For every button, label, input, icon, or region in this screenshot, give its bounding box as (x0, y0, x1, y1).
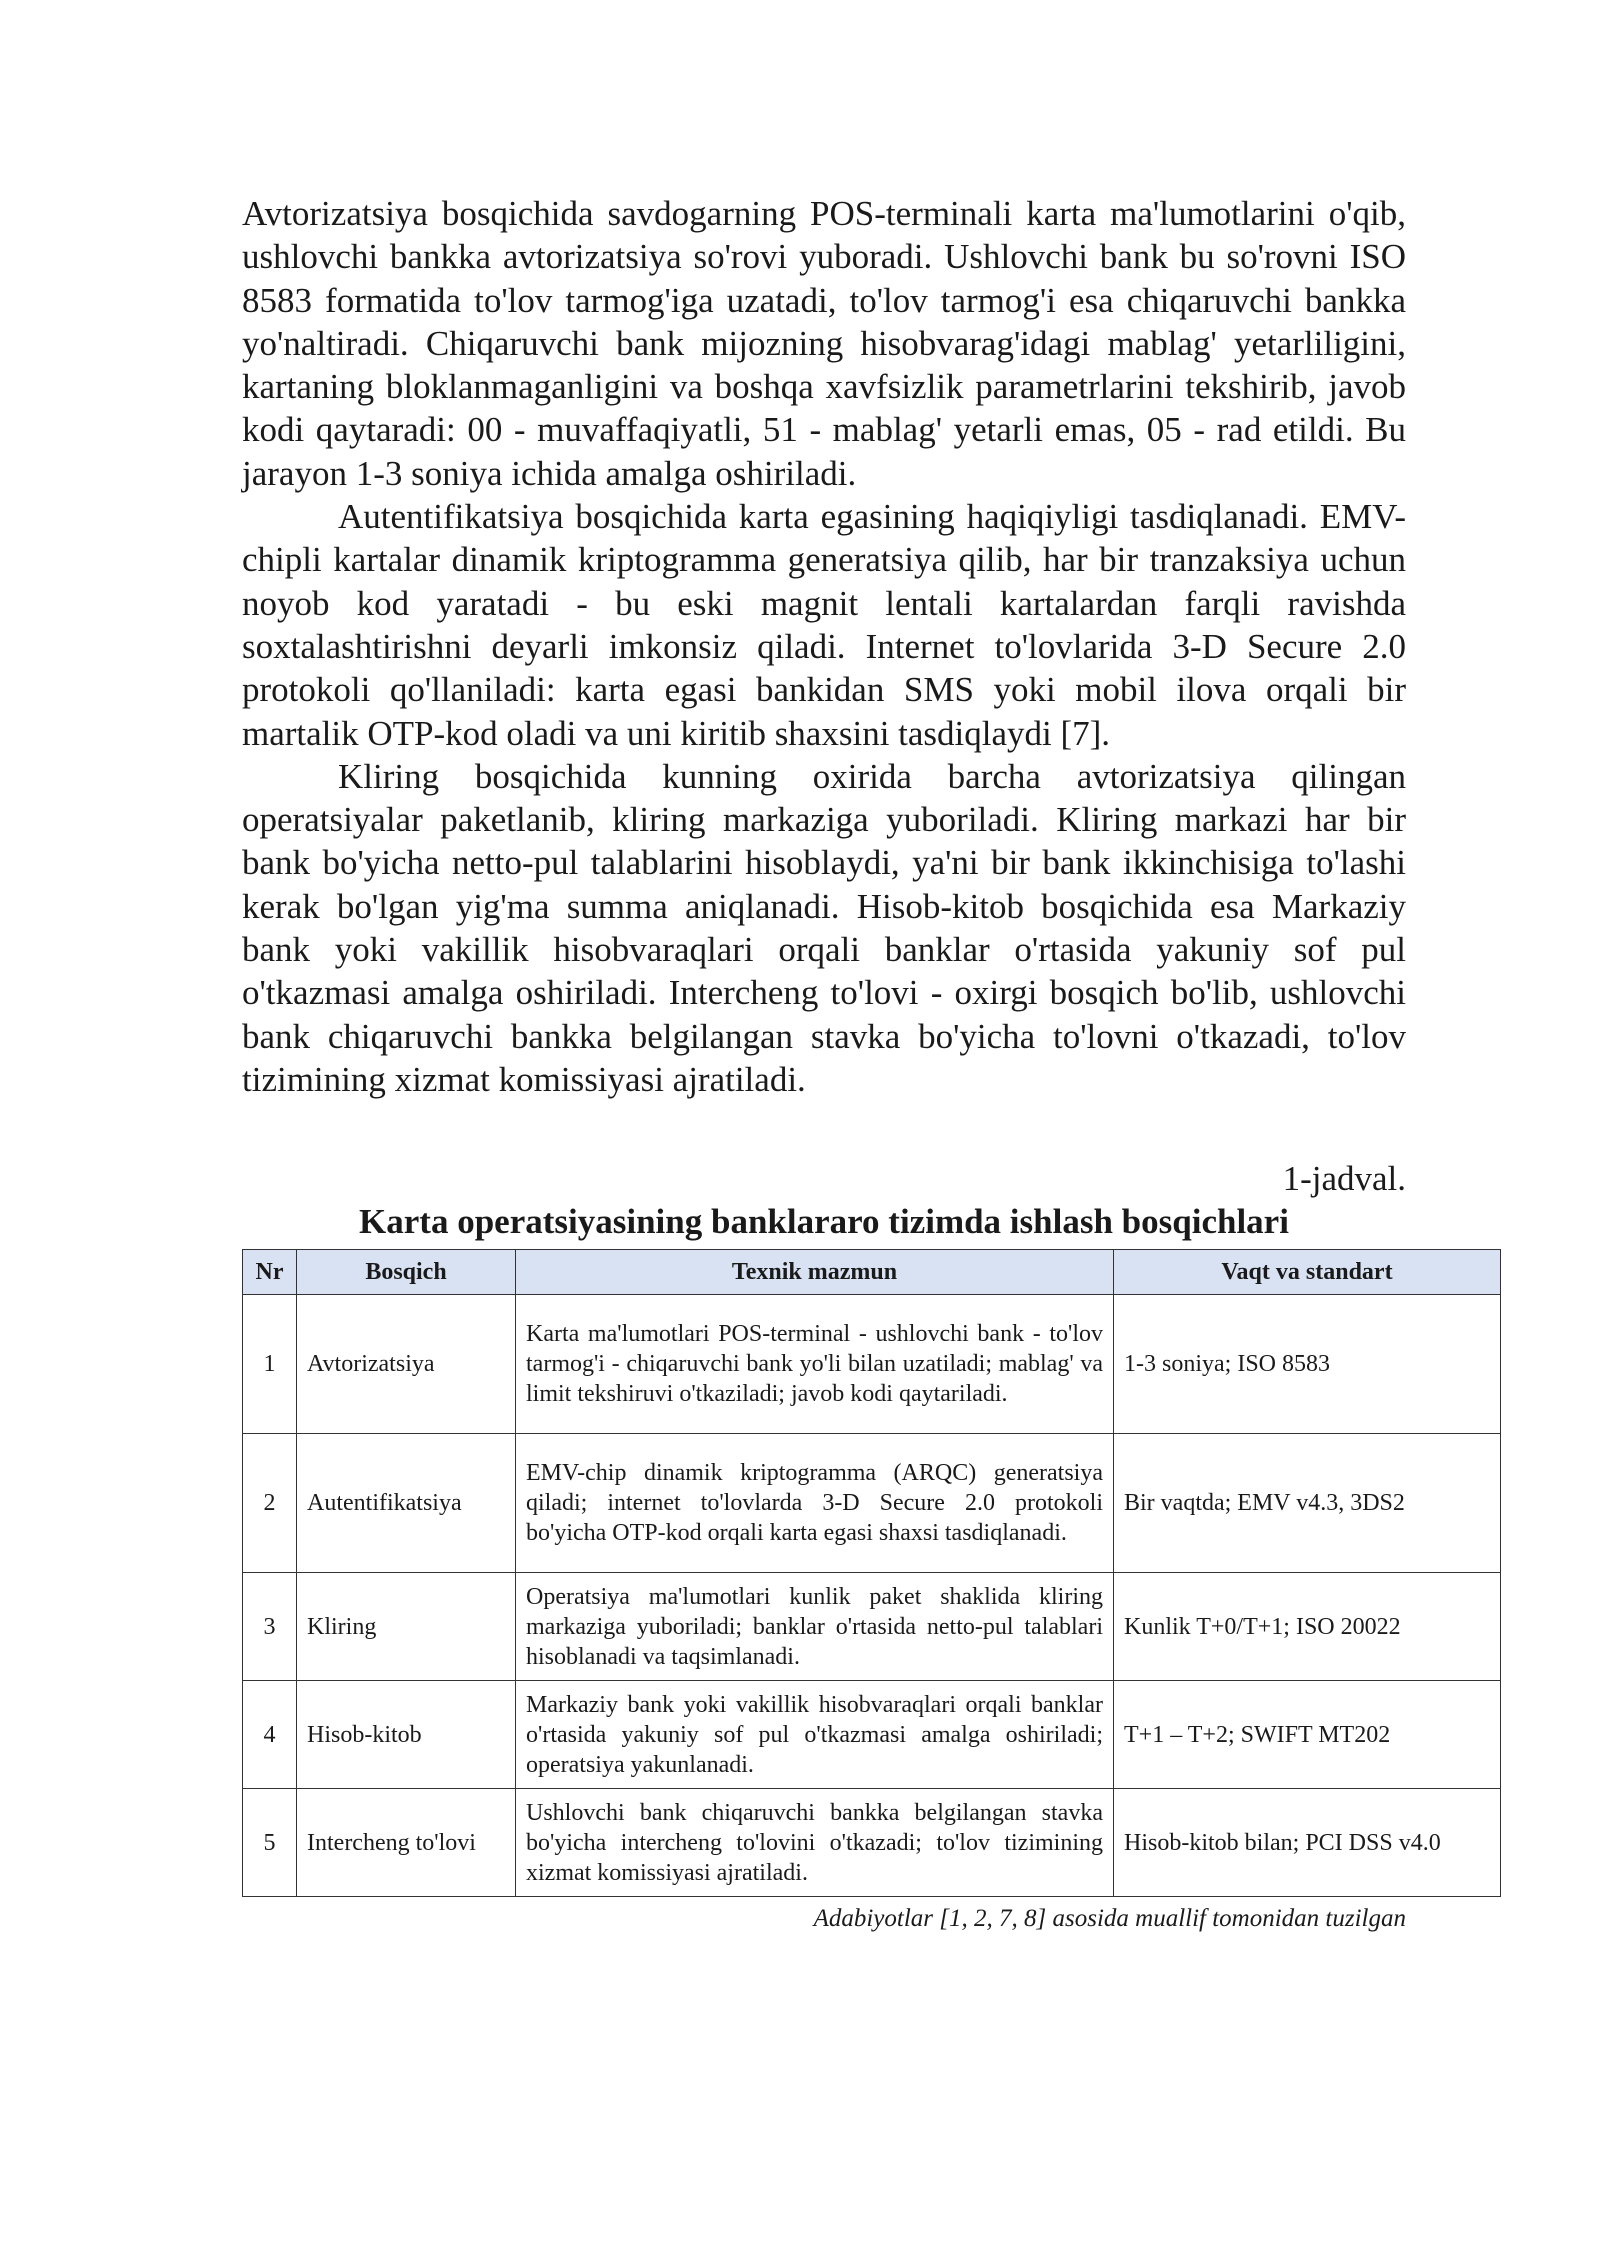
cell-stage: Kliring (297, 1573, 516, 1681)
table-row (243, 1573, 1501, 1681)
cell-nr: 5 (243, 1789, 297, 1897)
table-row (243, 1434, 1501, 1573)
table-row (243, 1681, 1501, 1789)
paragraph-clearing: Kliring bosqichida kunning oxirida barcha avtorizatsiya qilingan operatsiyalar paketlanib, kliring markaziga yuboriladi. Kliring markazi har bir bank bo'yicha netto-pul talablarini hisoblaydi, ya'ni bir bank ikkinchisiga to'lashi kerak bo'lgan yig'ma summa aniqlanadi. Hisob-kitob bosqichida esa Markaziy bank yoki vakillik hisobvaraqlari orqali banklar o'rtasida yakuniy sof pul o'tkazmasi amalga oshiriladi. Intercheng to'lovi - oxirgi bosqich bo'lib, ushlovchi bank chiqaruvchi bankka belgilangan stavka bo'yicha to'lovni o'tkazadi, to'lov tizimining xizmat komissiyasi ajratiladi. (242, 756, 1406, 1099)
cell-time: T+1 – T+2; SWIFT MT202 (1114, 1681, 1501, 1789)
cell-stage: Autentifikatsiya (297, 1434, 516, 1573)
cell-content: Ushlovchi bank chiqaruvchi bankka belgilangan stavka bo'yicha intercheng to'lovini o'tkazadi; to'lov tizimining xizmat komissiyasi ajratiladi. (516, 1789, 1114, 1897)
table-row (243, 1295, 1501, 1434)
stages-table (242, 1249, 1501, 1897)
header-content: Texnik mazmun (516, 1250, 1114, 1295)
document-page (242, 192, 1441, 1935)
cell-time: Hisob-kitob bilan; PCI DSS v4.0 (1114, 1789, 1501, 1897)
table-source-note: Adabiyotlar [1, 2, 7, 8] asosida muallif tomonidan tuzilgan (813, 1905, 1406, 1933)
header-nr: Nr (243, 1250, 297, 1295)
paragraph-authorization: Avtorizatsiya bosqichida savdogarning POS-terminali karta ma'lumotlarini o'qib, ushlovchi bankka avtorizatsiya so'rovi yuboradi. Ushlovchi bank bu so'rovni ISO 8583 formatida to'lov tarmog'iga uzatadi, to'lov tarmog'i esa chiqaruvchi bankka yo'naltiradi. Chiqaruvchi bank mijozning hisobvarag'idagi mablag' yetarliligini, kartaning bloklanmaganligini va boshqa xavfsizlik parametrlarini tekshirib, javob kodi qaytaradi: 00 - muvaffaqiyatli, 51 - mablag' yetarli emas, 05 - rad etildi. Bu jarayon 1-3 soniya ichida amalga oshiriladi. (242, 194, 1406, 493)
cell-stage: Hisob-kitob (297, 1681, 516, 1789)
paragraph-authentication: Autentifikatsiya bosqichida karta egasining haqiqiyligi tasdiqlanadi. EMV-chipli kartalar dinamik kriptogramma generatsiya qilib, har bir tranzaksiya uchun noyob kod yaratadi - bu eski magnit lentali kartalardan farqli ravishda soxtalashtirishni deyarli imkonsiz qiladi. Internet to'lovlarida 3-D Secure 2.0 protokoli qo'llaniladi: karta egasi bankidan SMS yoki mobil ilova orqali bir martalik OTP-kod oladi va uni kiritib shaxsini tasdiqlaydi [7]. (242, 497, 1406, 753)
cell-stage: Avtorizatsiya (297, 1295, 516, 1434)
table-header-row (243, 1250, 1501, 1295)
table-title: Karta operatsiyasining banklararo tizimda ishlash bosqichlari (359, 1202, 1289, 1242)
cell-content: EMV-chip dinamik kriptogramma (ARQC) generatsiya qiladi; internet to'lovlarda 3-D Secure 2.0 protokoli bo'yicha OTP-kod orqali karta egasi shaxsi tasdiqlanadi. (516, 1434, 1114, 1573)
cell-nr: 1 (243, 1295, 297, 1434)
cell-time: Kunlik T+0/T+1; ISO 20022 (1114, 1573, 1501, 1681)
cell-content: Karta ma'lumotlari POS-terminal - ushlovchi bank - to'lov tarmog'i - chiqaruvchi bank yo'li bilan uzatiladi; mablag' va limit tekshiruvi o'tkaziladi; javob kodi qaytariladi. (516, 1295, 1114, 1434)
cell-content: Markaziy bank yoki vakillik hisobvaraqlari orqali banklar o'rtasida yakuniy sof pul o'tkazmasi amalga oshiriladi; operatsiya yakunlanadi. (516, 1681, 1114, 1789)
cell-time: 1-3 soniya; ISO 8583 (1114, 1295, 1501, 1434)
header-stage: Bosqich (297, 1250, 516, 1295)
cell-nr: 4 (243, 1681, 297, 1789)
table-row (243, 1789, 1501, 1897)
cell-stage: Intercheng to'lovi (297, 1789, 516, 1897)
cell-nr: 2 (243, 1434, 297, 1573)
cell-time: Bir vaqtda; EMV v4.3, 3DS2 (1114, 1434, 1501, 1573)
table-number: 1-jadval. (1282, 1159, 1406, 1199)
header-time: Vaqt va standart (1114, 1250, 1501, 1295)
cell-nr: 3 (243, 1573, 297, 1681)
cell-content: Operatsiya ma'lumotlari kunlik paket shaklida kliring markaziga yuboriladi; banklar o'rtasida netto-pul talablari hisoblanadi va taqsimlanadi. (516, 1573, 1114, 1681)
